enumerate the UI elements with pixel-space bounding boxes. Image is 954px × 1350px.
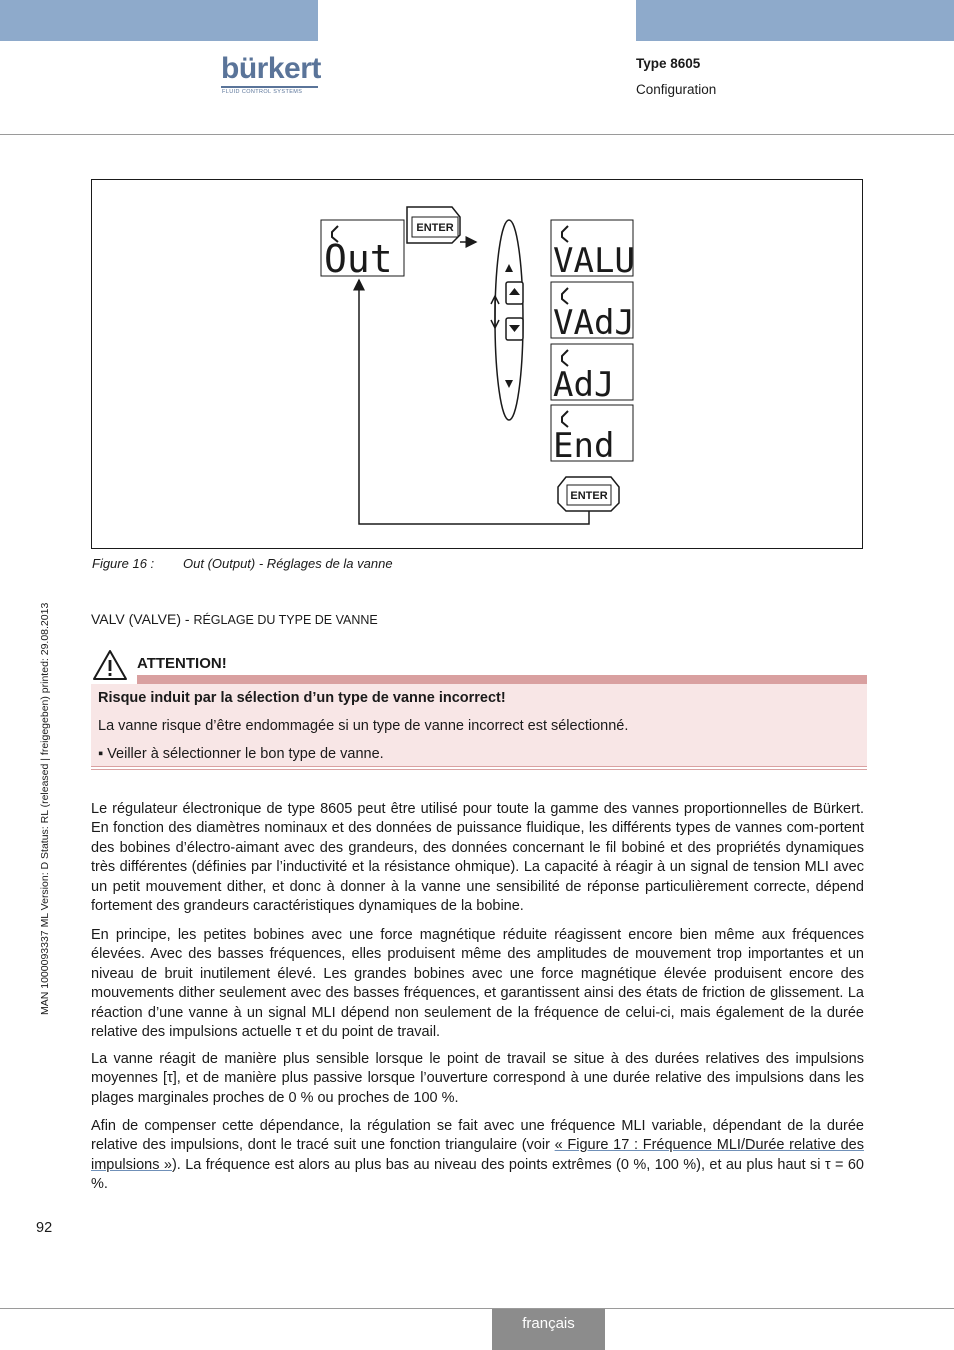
display-valu-text: VALU xyxy=(553,241,635,281)
warning-triangle-icon xyxy=(92,648,128,682)
figure-caption-number: Figure 16 : xyxy=(92,556,155,571)
section-heading-sub: RÉGLAGE DU TYPE DE VANNE xyxy=(193,613,378,627)
menu-flow-diagram xyxy=(92,180,864,550)
paragraph-4-end: ). La fréquence est alors au plus bas au niveau des points extrêmes (0 %, 100 %), et au plus haut si τ = 60 %. xyxy=(91,1156,864,1193)
attention-text: La vanne risque d’être endommagée si un type de vanne incorrect est sélectionné. xyxy=(98,718,629,734)
paragraph-3: La vanne réagit de manière plus sensible lorsque le point de travail se situe à des durées relatives des impulsions moyennes [τ], et de manière plus passive lorsque l’ouverture correspond à une durée relative des impulsions dans les plages marginales proches de 0 % ou proches de 100 %. xyxy=(91,1051,864,1106)
paragraph-4-start: Afin de compenser cette dépendance, la régulation se fait avec une fréquence MLI variable, dépendant de la durée relative des impulsions, dont le tracé suit une fonction triangulaire (voir xyxy=(91,1118,864,1154)
figure-caption-text: Out (Output) - Réglages de la vanne xyxy=(183,556,393,571)
attention-rule xyxy=(137,675,867,684)
lcd-display-valu xyxy=(551,220,635,281)
lcd-display-vadj xyxy=(551,282,635,343)
enter-label-bottom: ENTER xyxy=(570,490,608,502)
header-color-bar-right xyxy=(636,0,954,41)
display-vadj-text: VAdJ xyxy=(553,303,635,343)
paragraph-2: En principe, les petites bobines avec une force magnétique réduite réagissent encore bien même aux fréquences élevées. Avec des basses fréquences, elles produisent même des amplitudes de mouvement trop importantes et un niveau de bruit inutilement élevé. Les grandes bobines avec une force magnétique élevée produisent encore des mouvements dither seulement avec des basses fréquences, et garantissent ainsi des états de friction de glissement. La réaction d’une vanne à un signal MLI dépend non seulement de la fréquence de celui-ci, mais également de la durée relative des impulsions actuelle τ et du point de travail. xyxy=(91,927,864,1041)
arrow-up-button-icon xyxy=(506,282,523,304)
paragraph-1: Le régulateur électronique de type 8605 peut être utilisé pour toute la gamme des vannes proportionnelles de Bürkert. En fonction des diamètres nominaux et des données de puissance fluidique, les différents types de vannes com-portent des bobines d’électro-aimant avec des grandeurs, des données concernant le fil bobiné et des propriétés dynamiques très différentes (définies par l’inductivité et la résistance ohmique). La capacité à réagir à un signal de tension MLI avec un petit mouvement dither, et donc à donner à la vanne une sensibilité de réponse particulièrement correcte, dépend fortement des grandeurs caractéristiques dynamiques de la bobine. xyxy=(91,801,864,915)
paragraph-4 xyxy=(91,1117,864,1195)
lcd-display-adj xyxy=(551,344,633,405)
enter-label-top: ENTER xyxy=(416,222,454,234)
arrow-down-button-icon xyxy=(506,318,523,340)
logo-wordmark: bürkert xyxy=(221,52,321,85)
section-heading xyxy=(91,611,378,627)
attention-bullet: ▪ Veiller à sélectionner le bon type de vanne. xyxy=(98,746,384,762)
side-margin-print-info: MAN 1000093337 ML Version: D Status: RL (released | freigegeben) printed: 29.08.2013 xyxy=(39,602,51,1015)
burkert-logo xyxy=(221,52,321,98)
display-end-text: End xyxy=(553,426,615,466)
header-color-bar-left xyxy=(0,0,318,41)
display-adj-text: AdJ xyxy=(553,365,615,405)
attention-title: ATTENTION! xyxy=(137,655,227,672)
document-type: Type 8605 xyxy=(636,56,701,71)
lcd-display-end xyxy=(551,405,633,466)
logo-underline xyxy=(221,86,318,88)
logo-tagline: FLUID CONTROL SYSTEMS xyxy=(222,89,303,95)
document-section: Configuration xyxy=(636,82,717,97)
figure-16-diagram xyxy=(91,179,863,549)
enter-button-top xyxy=(407,207,460,243)
footer-divider xyxy=(0,1308,954,1309)
header-divider xyxy=(0,134,954,135)
enter-button-bottom xyxy=(558,477,619,511)
figure-17-link[interactable]: « Figure 17 : Fréquence MLI/Durée relative des impulsions » xyxy=(91,1137,864,1173)
language-tab: français xyxy=(492,1309,605,1350)
page-number: 92 xyxy=(36,1220,53,1236)
section-heading-main: VALV (VALVE) - xyxy=(91,611,194,627)
lcd-display-out xyxy=(321,220,404,281)
attention-risk: Risque induit par la sélection d’un type de vanne incorrect! xyxy=(98,690,506,706)
display-out-text: Out xyxy=(324,237,393,281)
